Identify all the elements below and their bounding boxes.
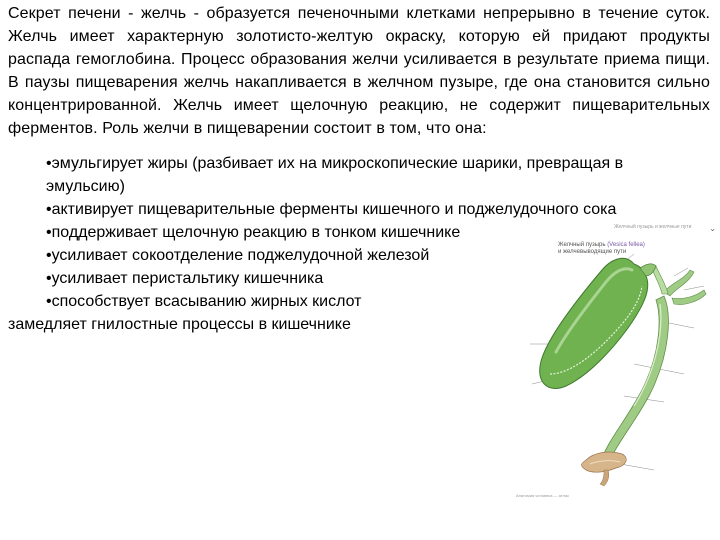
figure-header: Желчный пузырь и желчные пути: [614, 224, 692, 230]
bullet-text: •усиливает перистальтику кишечника: [46, 270, 324, 287]
hepatic-duct-left: [672, 290, 706, 305]
caption-line-1: Желчный пузырь: [558, 242, 608, 248]
bullet-text: •поддерживает щелочную реакцию в тонком кишечнике: [46, 224, 461, 241]
figure-caption: [558, 242, 645, 256]
caption-line-2: и желчевыводящие пути: [558, 249, 627, 255]
list-item: [8, 198, 710, 221]
gallbladder-illustration: [514, 224, 718, 502]
hepatic-duct-right: [664, 270, 694, 296]
bullet-text: •активирует пищеварительные ферменты кишечного и поджелудочного сока: [46, 201, 617, 218]
bullet-text: •усиливает сокоотделение поджелудочной железой: [46, 247, 430, 264]
bullet-text: •способствует всасыванию жирных кислот: [46, 293, 362, 310]
gallbladder-body: [540, 258, 648, 388]
list-item: [8, 152, 710, 198]
bullet-text-continued: эмульсию): [46, 178, 125, 195]
intro-paragraph: Секрет печени - желчь - образуется печеночными клетками непрерывно в течение суток. Желчь имеет характерную золотисто-желтую окраску, которую ей придают продукты распада гемоглобина. Процесс образования желчи усиливается в результате приема пищи. В паузы пищеварения желчь накапливается в желчном пузыре, где она становится сильно концентрированной. Желчь имеет щелочную реакцию, не содержит пищеварительных ферментов. Роль желчи в пищеварении состоит в том, что она:: [8, 5, 710, 137]
figure-footer: Анатомия человека — атлас: [516, 493, 570, 498]
gallbladder-drawing: [514, 224, 718, 502]
last-line-text: замедляет гнилостные процессы в кишечнике: [8, 316, 351, 333]
figure-corner-mark: ⌄: [709, 224, 716, 233]
bullet-text: •эмульгирует жиры (разбивает их на микроскопические шарики, превращая в: [46, 155, 624, 172]
caption-latin: (Vesica fellea): [607, 242, 645, 248]
